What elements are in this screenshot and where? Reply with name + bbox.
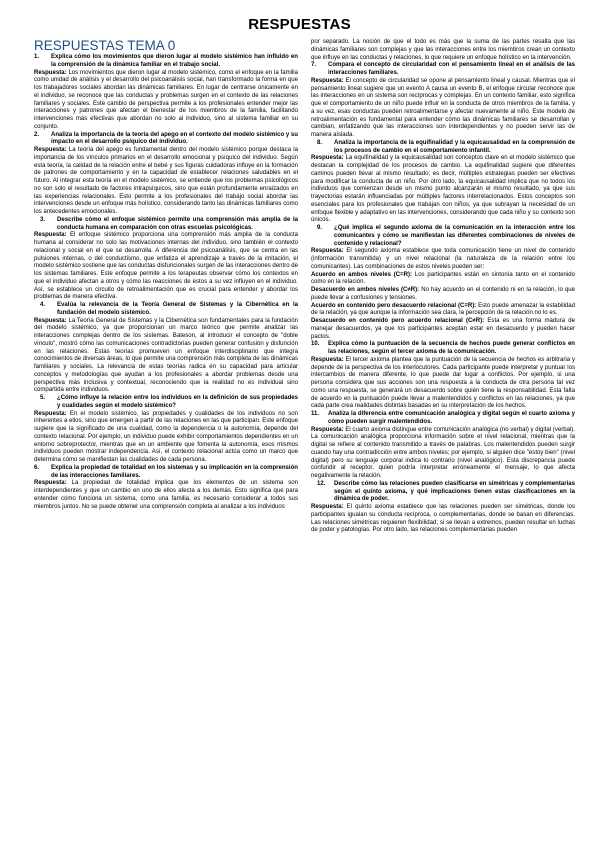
answer-subitem xyxy=(311,272,575,288)
answer-text: La Teoría General de Sistemas y la Cibernética son fundamentales para la fundación del modelo sistémico, ya que proporcionan un marco teórico que permite analizar las interacciones complejas dentro de los sistemas. Bateson, al introducir el concepto de "doble vínculo", mostró cómo las comunicaciones contradictorias pueden generar confusión y disfunción en las relaciones. Estas teorías promueven un enfoque interdisciplinario que integra conocimientos de diversas áreas, lo que permite una comprensión más completa de las dinámicas familiares y sociales. La relevancia de estas teorías radica en su capacidad para articular conceptos y metodologías que ayudan a los profesionales a abordar problemas desde una perspectiva más inclusiva y contextual, reconociendo que la realidad no es individual sino compartida entre individuos. xyxy=(34,317,298,394)
question-number: 12. xyxy=(317,480,326,487)
answer-subitem xyxy=(311,318,575,341)
question-number: 9. xyxy=(317,225,323,231)
question-text: ¿Cómo influye la relación entre los individuos en la definición de sus propiedades y cualidades según el modelo sistémico? xyxy=(57,395,298,409)
question-number: 6. xyxy=(34,464,40,471)
question-item xyxy=(34,302,298,318)
question-text: Evalúa la relevancia de la Teoría General de Sistemas y la Cibernética en la fundación del modelo sistémico. xyxy=(57,302,298,316)
answer-label: Respuesta: xyxy=(311,77,344,84)
question-number: 8. xyxy=(317,139,323,146)
answer-paragraph xyxy=(311,248,575,271)
subitem-text: Esta es una forma madura de manejar desacuerdos, ya que los participantes aceptan estar en desacuerdo y pueden hacer pactos. xyxy=(311,318,575,340)
subitem-heading: Desacuerdo en ambos niveles (C≠R): xyxy=(311,287,420,293)
answer-paragraph xyxy=(34,70,298,132)
left-column xyxy=(34,54,298,511)
answer-paragraph xyxy=(34,318,298,396)
answer-text: La equifinalidad y la equicausalidad son conceptos clave en el modelo sistémico que destacan la complejidad de los procesos de cambio. La equifinalidad sugiere que diferentes caminos pueden llevar al mismo resultado; es decir, múltiples estrategias pueden ser efectivas para modificar la conducta de un niño. Por otro lado, la equicausalidad implica que no todos los individuos que comienzan desde un mismo punto alcanzarán el mismo resultado, ya que sus trayectorias estarán influenciadas por múltiples factores interrelacionados. Estos conceptos son esenciales para los profesionales que trabajan con niños, ya que subrayan la necesidad de un enfoque flexible y adaptativo en las intervenciones, considerando que cada niño y su contexto son únicos. xyxy=(311,155,575,224)
answer-label: Respuesta: xyxy=(34,410,67,417)
question-text: Explica cómo la puntuación de la secuencia de hechos puede generar conflictos en las relaciones, según el tercer axioma de la comunicación. xyxy=(328,341,575,355)
answer-text: El tercer axioma plantea que la puntuación de la secuencia de hechos es arbitraria y depende de la perspectiva de los interlocutores. Cada participante puede interpretar y puntuar los intercambios de manera diferente, lo que puede dar lugar a conflictos. Por ejemplo, si una persona considera que sus acciones son una respuesta a la conducta de otra persona tal vez como una respuesta, se generará un desacuerdo sobre quién tiene la responsabilidad. Esta falta de acuerdo en la puntuación puede llevar a malentendidos y conflictos en las relaciones, ya que cada parte crea realidades distintas basadas en su interpretación de los hechos. xyxy=(311,356,575,410)
question-item xyxy=(311,341,575,357)
answer-label: Respuesta: xyxy=(311,356,344,363)
continued-paragraph: por separado. La noción de que el todo es más que la suma de las partes resalta que las dinámicas familiares son complejas y que las interacciones entre los miembros crean un contexto que influye en las conductas y relaciones, lo que requiere un enfoque holístico en la intervención. xyxy=(311,39,575,61)
question-number: 4. xyxy=(40,302,46,308)
question-number: 7. xyxy=(311,62,317,69)
question-item xyxy=(311,411,575,427)
answer-paragraph xyxy=(311,78,575,140)
answer-label: Respuesta: xyxy=(311,155,344,162)
answer-paragraph xyxy=(311,427,575,481)
question-text: Analiza la importancia de la equifinalidad y la equicausalidad en la comprensión de los procesos de cambio en el comportamiento infantil. xyxy=(334,139,575,154)
question-text: Analiza la importancia de la teoría del apego en el contexto del modelo sistémico y su impacto en el desarrollo psíquico del individuo. xyxy=(51,131,298,146)
question-number: 10. xyxy=(311,341,320,348)
answer-paragraph xyxy=(34,480,298,511)
subitem-heading: Acuerdo en ambos niveles (C=R): xyxy=(311,271,413,278)
answer-subitem xyxy=(311,287,575,303)
question-item xyxy=(34,395,298,411)
answer-label: Respuesta: xyxy=(311,426,344,433)
answer-paragraph xyxy=(34,147,298,217)
answer-subitem xyxy=(311,303,575,319)
section-title: RESPUESTAS TEMA 0 xyxy=(34,38,176,53)
answer-label: Respuesta: xyxy=(34,69,67,76)
answer-label: Respuesta: xyxy=(34,232,67,239)
answer-paragraph xyxy=(311,155,575,225)
question-item xyxy=(34,132,298,148)
answer-text: El segundo axioma establece que toda comunicación tiene un nivel de contenido (información transmitida) y un nivel relacional (la naturaleza de la relación entre los comunicantes). Las combinaciones de estos niveles pueden ser: xyxy=(311,248,575,270)
answer-text: La propiedad de totalidad implica que los elementos de un sistema son interdependientes y que un cambio en uno de ellos afecta a los demás. Esto significa que para entender cómo funciona un sistema, como una familia, es necesario considerar a todos sus miembros juntos. No se puede obtener una comprensión completa al analizar a los individuos xyxy=(34,480,298,510)
question-text: Explica la propiedad de totalidad en los sistemas y su implicación en la comprensión de las interacciones familiares. xyxy=(51,464,298,479)
question-item xyxy=(34,465,298,481)
answer-paragraph xyxy=(34,411,298,465)
question-item xyxy=(34,54,298,70)
answer-paragraph xyxy=(311,504,575,535)
answer-text: La teoría del apego es fundamental dentro del modelo sistémico porque destaca la importancia de los vínculos primarios en el desarrollo emocional y psíquico del individuo. Según esta teoría, la calidad de la relación entre el bebé y sus figuras cuidadoras influye en la formación de patrones de comportamiento y en la capacidad de establecer relaciones saludables en el futuro. Al integrar esta teoría en el modelo sistémico, se entiende que los problemas psicológicos no son solo el resultado de factores intrapsíquicos, sino que están profundamente enraizados en las experiencias relacionales. Esto permite a los profesionales del trabajo social abordar las intervenciones desde un enfoque más holístico, considerando tanto las dinámicas familiares como los antecedentes emocionales. xyxy=(34,147,298,215)
answer-label: Respuesta: xyxy=(311,248,344,255)
subitem-text: No hay acuerdo en el contenido ni en la relación, lo que puede llevar a confusiones y tensiones. xyxy=(311,287,575,301)
question-item xyxy=(34,217,298,233)
question-item xyxy=(311,481,575,504)
answer-text: El cuarto axioma distingue entre comunicación analógica (no verbal) y digital (verbal). La comunicación analógica proporciona información sobre el nivel relacional, mientras que la digital se refiere al contenido transmitido a través de palabras. Los malentendidos pueden surgir cuando hay una contradicción entre ambos niveles; por ejemplo, si alguien dice "estoy bien" (nivel digital) pero su lenguaje corporal indica lo contrario (nivel analógico). Esta discrepancia puede confundir al receptor, quien podría interpretar erróneamente el mensaje, lo que afecta negativamente la relación. xyxy=(311,426,575,479)
answer-label: Respuesta: xyxy=(34,480,67,487)
subitem-heading: Desacuerdo en contenido pero acuerdo relacional (C≠R): xyxy=(311,318,485,324)
answer-paragraph xyxy=(34,232,298,302)
question-text: Describe cómo el enfoque sistémico permite una comprensión más amplia de la conducta humana en comparación con otras escuelas psicológicas. xyxy=(57,216,298,231)
question-number: 2. xyxy=(34,131,40,138)
question-text: Describe cómo las relaciones pueden clasificarse en simétricas y complementarias según el quinto axioma, y qué implicaciones tienen estas clasificaciones en la dinámica de poder. xyxy=(334,480,575,503)
answer-label: Respuesta: xyxy=(34,317,67,324)
answer-label: Respuesta: xyxy=(311,504,344,510)
answer-label: Respuesta: xyxy=(34,147,67,153)
right-column xyxy=(311,39,575,535)
answer-text: Los movimientos que dieron lugar al modelo sistémico, como el enfoque en la familia como unidad de análisis y el desarrollo del psicoanálisis social, han transformado la forma en que los trabajadores sociales abordan las dinámicas familiares. En lugar de centrarse únicamente en el individuo, se reconoce que las conductas y problemas surgen en el contexto de las relaciones familiares y sociales. Este cambio de perspectiva permite a los profesionales entender mejor las interacciones y patrones que afectan el bienestar de los miembros de la familia, facilitando intervenciones más efectivas que abordan no solo al individuo, sino al sistema familiar en su conjunto. xyxy=(34,69,298,130)
question-text: Explica cómo los movimientos que dieron lugar al modelo sistémico han influido en la comprensión de la dinámica familiar en el trabajo social. xyxy=(51,54,298,68)
subitem-heading: Acuerdo en contenido pero desacuerdo relacional (C=R): xyxy=(311,302,477,309)
question-number: 5. xyxy=(40,395,46,401)
question-text: Analiza la diferencia entre comunicación analógica y digital según el cuarto axioma y cómo pueden surgir malentendidos. xyxy=(328,411,575,425)
question-item xyxy=(311,62,575,78)
answer-paragraph xyxy=(311,357,575,411)
answer-text: En el modelo sistémico, las propiedades y cualidades de los individuos no son inherentes a ellos, sino que emergen a partir de las relaciones en las que participan. Este enfoque sugiere que la significado de una cualidad, como la dependencia o la autonomía, depende del contexto relacional. Por ejemplo, un individuo puede exhibir comportamientos dependientes en un entorno sobreprotector, mientras que en un ambiente que fomenta la autonomía, esos mismos individuos pueden mostrar independencia. Así, el contexto relacional actúa como un marco que determina cómo se manifiestan las cualidades de cada persona. xyxy=(34,410,298,463)
question-item xyxy=(311,140,575,156)
question-item xyxy=(311,225,575,248)
answer-text: El enfoque sistémico proporciona una comprensión más amplia de la conducta humana al considerar no solo las motivaciones internas del individuo, sino también el contexto relacional y social en el que se desarrolla. A diferencia del psicoanálisis, que se centra en las pulsiones internas, o del conductismo, que enfatiza el aprendizaje a través de la imitación, el modelo sistémico sostiene que las conductas disfuncionales surgen de las interacciones dentro de los sistemas familiares. Este enfoque permite a los terapeutas observar cómo los contextos en que el individuo afectan a otros y cómo las reacciones de estos a su vez influyen en el individuo. Así, se establece un circuito de retroalimentación que es crucial para entender y abordar los problemas de manera efectiva. xyxy=(34,232,298,301)
question-number: 11. xyxy=(311,411,320,417)
answer-text: El quinto axioma establece que las relaciones pueden ser simétricas, donde los participantes igualan su conducta recíproca, o complementarias, donde se basan en diferencias. Las relaciones simétricas requieren flexibilidad; si se llevan a extremos, pueden resultar en luchas de poder y patologías. Por otro lado, las relaciones complementarias pueden xyxy=(311,504,575,534)
question-number: 1. xyxy=(34,54,40,60)
page-title: RESPUESTAS xyxy=(248,16,351,33)
subitem-text: Los participantes están en sintonía tanto en el contenido como en la relación. xyxy=(311,271,575,286)
answer-text: El concepto de circularidad se opone al pensamiento lineal y causal. Mientras que el pensamiento lineal sugiere que un evento A causa un evento B, el enfoque circular reconoce que las interacciones en un sistema son recíprocas y complejas. En un contexto familiar, esto significa que el comportamiento de un niño puede influir en la conducta de otros miembros de la familia, y a su vez, esas conductas pueden retroalimentarse y afectar nuevamente al niño. Este modelo de retroalimentación es fundamental para entender cómo las dinámicas familiares se desarrollan y cambian, enfatizando que las interacciones son interdependientes y no pueden servir las de manera aislada. xyxy=(311,77,575,138)
subitem-text: Esto puede amenazar la estabilidad de la relación, ya que aunque la información sea clara, la percepción de la relación no lo es. xyxy=(311,302,575,317)
question-text: Compara el concepto de circularidad con el pensamiento lineal en el análisis de las interacciones familiares. xyxy=(328,62,575,76)
question-text: ¿Qué implica el segundo axioma de la comunicación en la interacción entre los comunicantes y cómo se manifiestan las diferentes combinaciones de niveles de contenido y relacional? xyxy=(334,225,575,247)
question-number: 3. xyxy=(40,216,46,223)
